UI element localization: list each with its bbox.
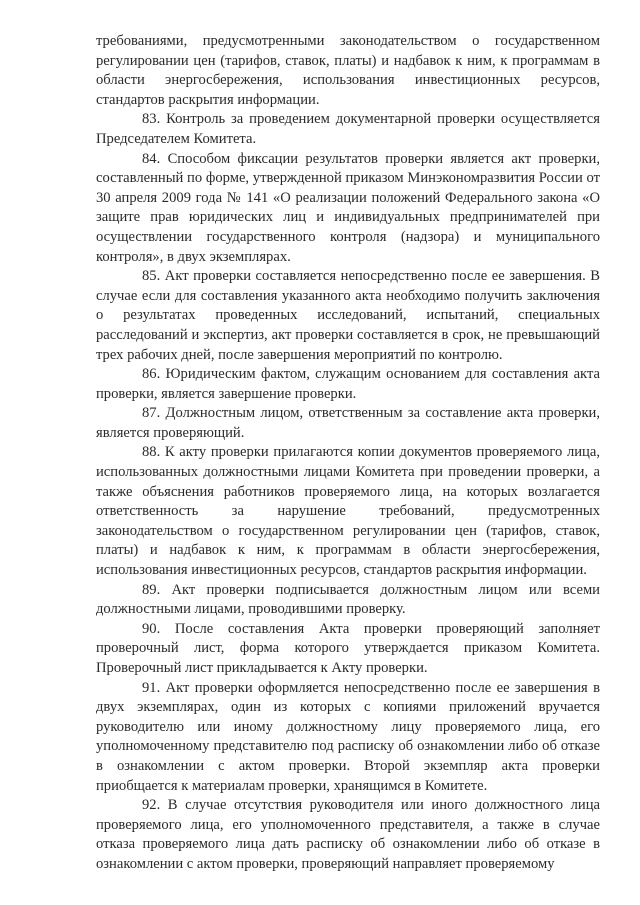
paragraph-83: 83. Контроль за проведением документарной проверки осуществляется Председателем Комитета.: [96, 111, 600, 147]
paragraph-89: 89. Акт проверки подписывается должностным лицом или всеми должностными лицами, проводившими проверку.: [96, 581, 600, 618]
paragraph-91: 91. Акт проверки оформляется непосредственно после ее завершения в двух экземплярах, один из которых с копиями приложений вручается руководителю или иному должностному лицу проверяемого лица, его уполномоченному представителю под расписку об ознакомлении либо об отказе в ознакомлении с актом проверки. Второй экземпляр акта проверки приобщается к материалам проверки, хранящимся в Комитете.: [96, 679, 600, 794]
paragraph-86: 86. Юридическим фактом, служащим основанием для составления акта проверки, является завершение проверки.: [96, 366, 600, 402]
document-page: [96, 32, 600, 875]
paragraph-88: 88. К акту проверки прилагаются копии документов проверяемого лица, использованных должностными лицами Комитета при проведении проверки, а также объяснения работников проверяемого лица, на которых возлагается ответственность за нарушение требований, предусмотренных законодательством о государственном регулировании цен (тарифов, ставок, платы) и надбавок к ним, к программам в области энергосбережения, использования инвестиционных ресурсов, стандартов раскрытия информации.: [96, 444, 600, 579]
paragraph-85: 85. Акт проверки составляется непосредственно после ее завершения. В случае если для составления указанного акта необходимо получить заключения о результатах проведенных исследований, испытаний, специальных расследований и экспертиз, акт проверки составляется в срок, не превышающий трех рабочих дней, после завершения мероприятий по контролю.: [96, 268, 600, 363]
paragraph-87: 87. Должностным лицом, ответственным за составление акта проверки, является проверяющий.: [96, 405, 600, 441]
paragraph-90: 90. После составления Акта проверки проверяющий заполняет проверочный лист, форма которого утверждается приказом Комитета. Проверочный лист прикладывается к Акту проверки.: [96, 620, 600, 676]
paragraph-92: 92. В случае отсутствия руководителя или иного должностного лица проверяемого лица, его уполномоченного представителя, а также в случае отказа проверяемого лица дать расписку об ознакомлении либо об отказе в ознакомлении с актом проверки, проверяющий направляет проверяемому: [96, 797, 600, 872]
paragraph-84: 84. Способом фиксации результатов проверки является акт проверки, составленный по форме, утвержденной приказом Минэкономразвития России от 30 апреля 2009 года № 141 «О реализации положений Федерального закона «О защите прав юридических лиц и индивидуальных предпринимателей при осуществлении государственного контроля (надзора) и муниципального контроля», в двух экземплярах.: [96, 150, 600, 265]
paragraph-continuation: требованиями, предусмотренными законодательством о государственном регулировании цен (тарифов, ставок, платы) и надбавок к ним, к программам в области энергосбережения, использования инвестиционных ресурсов, стандартов раскрытия информации.: [96, 33, 600, 108]
